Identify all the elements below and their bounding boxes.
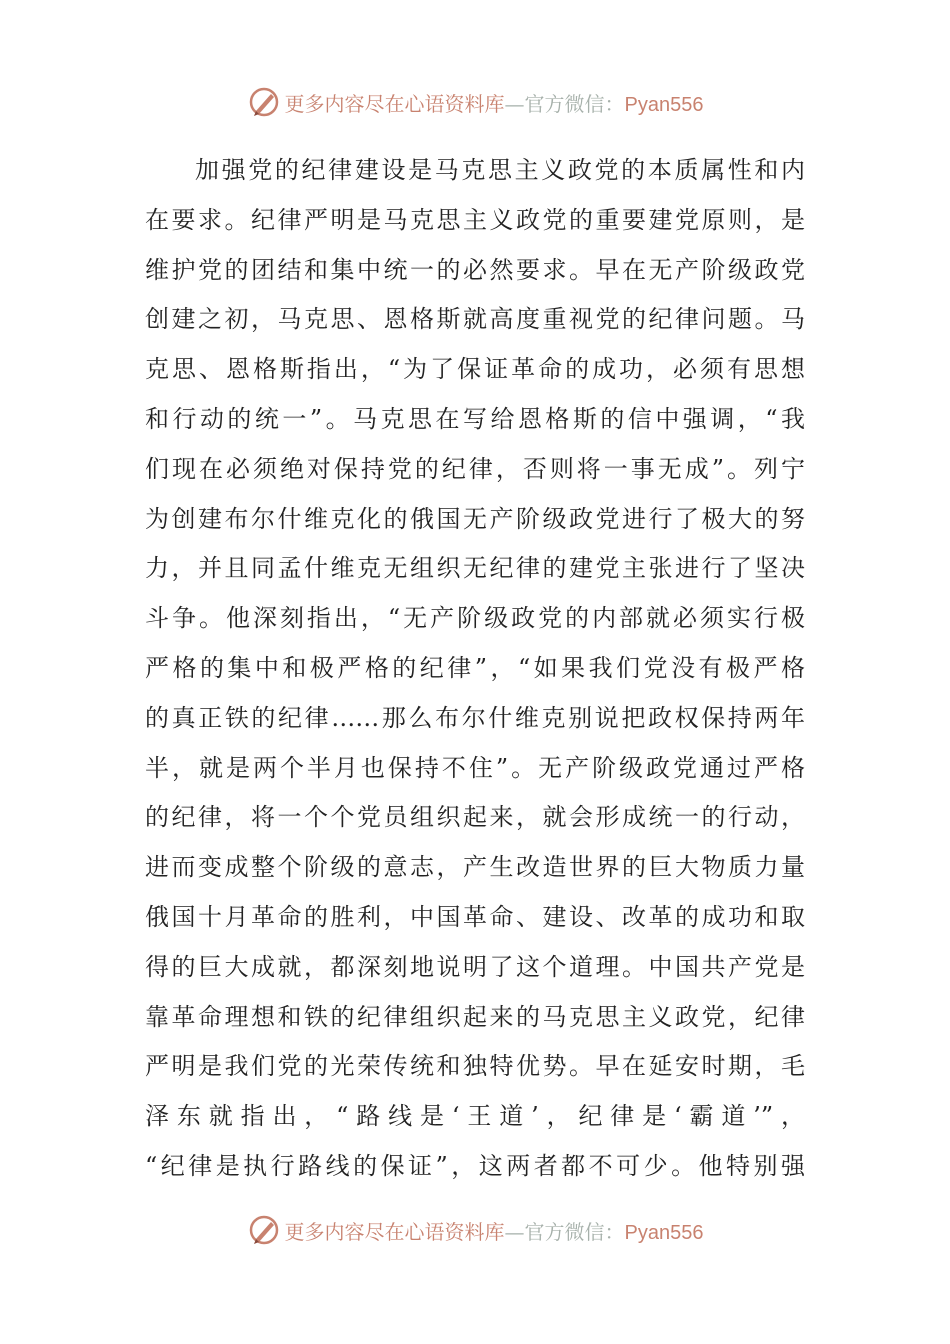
banner-wechat-label: 官方微信： [524,1219,625,1244]
footer-watermark [0,1210,950,1250]
banner-title: 更多内容尽在心语资料库 [284,1219,505,1244]
text-line: “纪律是执行路线的保证”，这两者都不可少。他特别强 [145,1151,805,1180]
pen-logo-icon [247,85,281,119]
text-line: 们现在必须绝对保持党的纪律，否则将一事无成”。列宁 [145,454,805,483]
text-line: 创建之初，马克思、恩格斯就高度重视党的纪律问题。马 [145,305,805,334]
text-line: 靠革命理想和铁的纪律组织起来的马克思主义政党，纪律 [145,1002,805,1031]
text-line: 斗争。他深刻指出，“无产阶级政党的内部就必须实行极 [145,604,805,633]
text-line: 进而变成整个阶级的意志，产生改造世界的巨大物质力量 [145,853,805,882]
pen-logo-icon [247,1213,281,1247]
text-line: 俄国十月革命的胜利，中国革命、建设、改革的成功和取 [145,902,805,931]
banner-title: 更多内容尽在心语资料库 [284,91,505,116]
banner-dash: — [504,1219,525,1244]
text-line: 泽东就指出，“路线是‘王道’，纪律是‘霸道’”， [145,1102,805,1131]
header-watermark [0,82,950,122]
text-line: 严明是我们党的光荣传统和独特优势。早在延安时期，毛 [145,1052,805,1081]
text-line: 得的巨大成就，都深刻地说明了这个道理。中国共产党是 [145,952,805,981]
banner-wechat-label: 官方微信： [524,91,625,116]
banner-wechat-id: Pyan556 [624,93,704,116]
text-line: 力，并且同孟什维克无组织无纪律的建党主张进行了坚决 [145,554,805,583]
text-line: 严格的集中和极严格的纪律”，“如果我们党没有极严格 [145,653,805,682]
text-line: 的纪律，将一个个党员组织起来，就会形成统一的行动， [145,803,805,832]
banner-wechat-id: Pyan556 [624,1221,704,1244]
text-line: 克思、恩格斯指出，“为了保证革命的成功，必须有思想 [145,355,805,384]
text-line: 为创建布尔什维克化的俄国无产阶级政党进行了极大的努 [145,504,805,533]
text-line: 维护党的团结和集中统一的必然要求。早在无产阶级政党 [145,255,805,284]
text-line: 在要求。纪律严明是马克思主义政党的重要建党原则，是 [145,205,805,234]
text-line: 和行动的统一”。马克思在写给恩格斯的信中强调，“我 [145,404,805,433]
text-line: 半，就是两个半月也保持不住”。无产阶级政党通过严格 [145,753,805,782]
banner-dash: — [504,91,525,116]
text-line: 的真正铁的纪律……那么布尔什维克别说把政权保持两年 [145,703,805,732]
text-line: 加强党的纪律建设是马克思主义政党的本质属性和内 [195,156,805,184]
body-paragraph [145,146,805,1192]
